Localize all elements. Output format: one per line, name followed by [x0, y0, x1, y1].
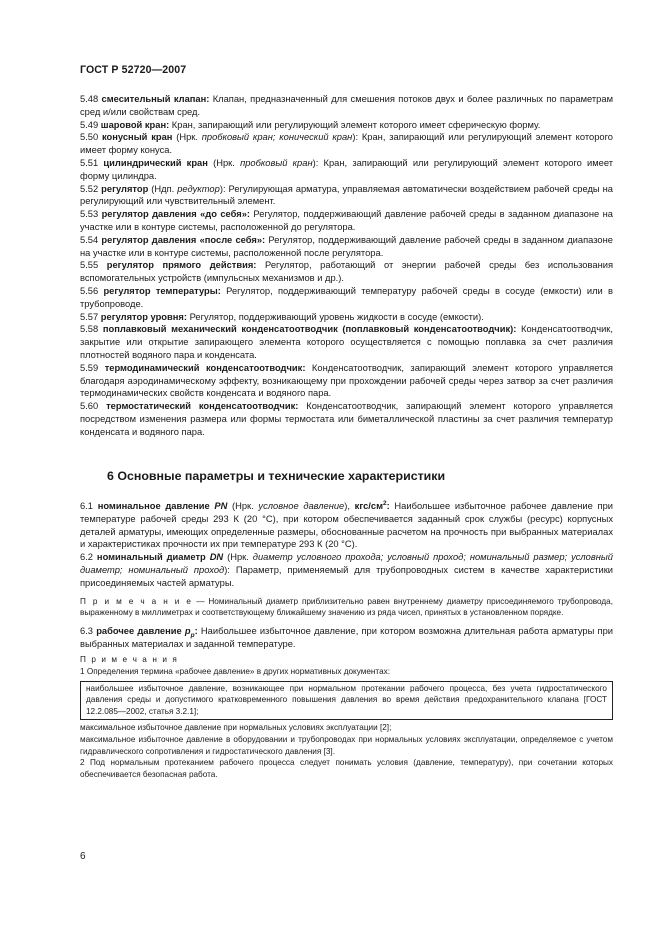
definition-5-51: 5.51 цилиндрический кран (Нрк. пробковый кран): Кран, запирающий или регулирующий элемент которого имеет форму цилиндра. [80, 157, 614, 181]
definition-5-53: 5.53 регулятор давления «до себя»: Регулятор, поддерживающий давление рабочей среды в заданном диапазоне на участке или в контуре системы, расположенной до регулятора. [80, 209, 613, 232]
definition-5-58: 5.58 поплавковый механический конденсатоотводчик (поплавковый конденсатоотводчик): Конденсатоотводчик, закрытие или открытие запирающего элемента которого осуществляется с помощью поплавка за счет различия плотностей водяного пара и конденсата. [80, 324, 613, 360]
note-1-line-2: максимальное избыточное давление при нормальных условиях эксплуатации [2]; [80, 723, 392, 733]
definitions-block [80, 93, 613, 439]
definition-6-3: 6.3 рабочее давление $p_р$: Наибольшее избыточное давление, при котором возможна длительная работа арматуры при выбранных материалах и заданной температуре. [80, 625, 613, 649]
quoted-definition: наибольшее избыточное давление, возникающее при нормальном протекании рабочего процесса, без учета гидростатического давления среды и допустимого кратковременного повышения давления во время действия предохранительного клапана [ГОСТ 12.2.085—2002, статья 3.2.1]; [86, 683, 607, 716]
page-number: 6 [80, 851, 86, 862]
definition-5-48: 5.48 смесительный клапан: Клапан, предназначенный для смешения потоков двух и более различных по параметрам сред и/или свойствам сред. [80, 94, 613, 117]
definition-5-55: 5.55 регулятор прямого действия: Регулятор, работающий от энергии рабочей среды без использования вспомогательных устройств (импульсных механизмов и др.). [80, 260, 614, 284]
document-header: ГОСТ Р 52720—2007 [80, 64, 187, 76]
quoted-definition-box [80, 681, 613, 721]
note-2: 2 Под нормальным протеканием рабочего процесса следует понимать условия (давление, температуру), при сочетании которых обеспечивается безопасная работа. [80, 758, 613, 779]
note-1: 1 Определения термина «рабочее давление» в других нормативных документах: [80, 666, 390, 676]
definition-5-50: 5.50 конусный кран (Нрк. пробковый кран; конический кран): Кран, запирающий или регулирующий элемент которого имеет форму конуса. [80, 132, 613, 156]
section-heading: 6 Основные параметры и технические характеристики [107, 469, 446, 483]
definition-5-56: 5.56 регулятор температуры: Регулятор, поддерживающий температуру рабочей среды в сосуде (емкости) или в трубопроводе. [80, 285, 613, 309]
definition-5-52: 5.52 регулятор (Ндп. редуктор): Регулирующая арматура, управляемая автоматически воздействием рабочей среды на регулирующий или чувствительный элемент. [80, 183, 613, 207]
definition-5-54: 5.54 регулятор давления «после себя»: Регулятор, поддерживающий давление рабочей среды в заданном диапазоне на участке или в контуре системы, расположенной после регулятора. [80, 234, 613, 258]
parameters-block [80, 500, 613, 780]
definition-5-60: 5.60 термостатический конденсатоотводчик: Конденсатоотводчик, запирающий элемент которого управляется посредством изменения размера или формы термостата или биметаллической пластины за счет различия температур конденсата и водяного пара. [80, 401, 613, 437]
definition-5-59: 5.59 термодинамический конденсатоотводчик: Конденсатоотводчик, запирающий элемент которого управляется благодаря аэродинамическому эффекту, возникающему при прохождении рабочей среды через затвор за счет различия термодинамических свойств конденсата и водяного пара. [80, 362, 613, 399]
definition-6-2: 6.2 номинальный диаметр DN (Нрк. диаметр условного прохода; условный проход; номинальный размер; условный диаметр; номинальный проход): Параметр, применяемый для трубопроводных систем в качестве характеристики присоединяемых частей арматуры. [80, 552, 613, 588]
definition-5-49: 5.49 шаровой кран: Кран, запирающий или регулирующий элемент которого имеет сферическую форму. [80, 119, 541, 130]
definition-5-57: 5.57 регулятор уровня: Регулятор, поддерживающий уровень жидкости в сосуде (емкости). [80, 311, 484, 322]
note-6-2: П р и м е ч а н и е — Номинальный диаметр приблизительно равен внутреннему диаметру присоединяемого трубопровода, выраженному в миллиметрах и соответствующему ближайшему значению из ряда чисел, принятых в установленном порядке. [80, 596, 613, 618]
note-1-line-3: максимальное избыточное давление в оборудовании и трубопроводах при нормальных условиях эксплуатации, определяемое с учетом гидравлического сопротивления и гидростатического давления [3]. [80, 734, 613, 756]
notes-label: П р и м е ч а н и я [80, 655, 179, 665]
definition-6-1: 6.1 номинальное давление PN (Нрк. условное давление), кгс/$см^2$: Наибольшее избыточное рабочее давление при температуре рабочей среды 293 К (20 °С), при котором обеспечивается заданный срок службы (ресурс) корпусных деталей арматуры, имеющих определенные размеры, обоснованные расчетом на прочность при выбранных материалах и характеристиках прочности их при температуре 293 К (20 °С). [80, 499, 613, 550]
